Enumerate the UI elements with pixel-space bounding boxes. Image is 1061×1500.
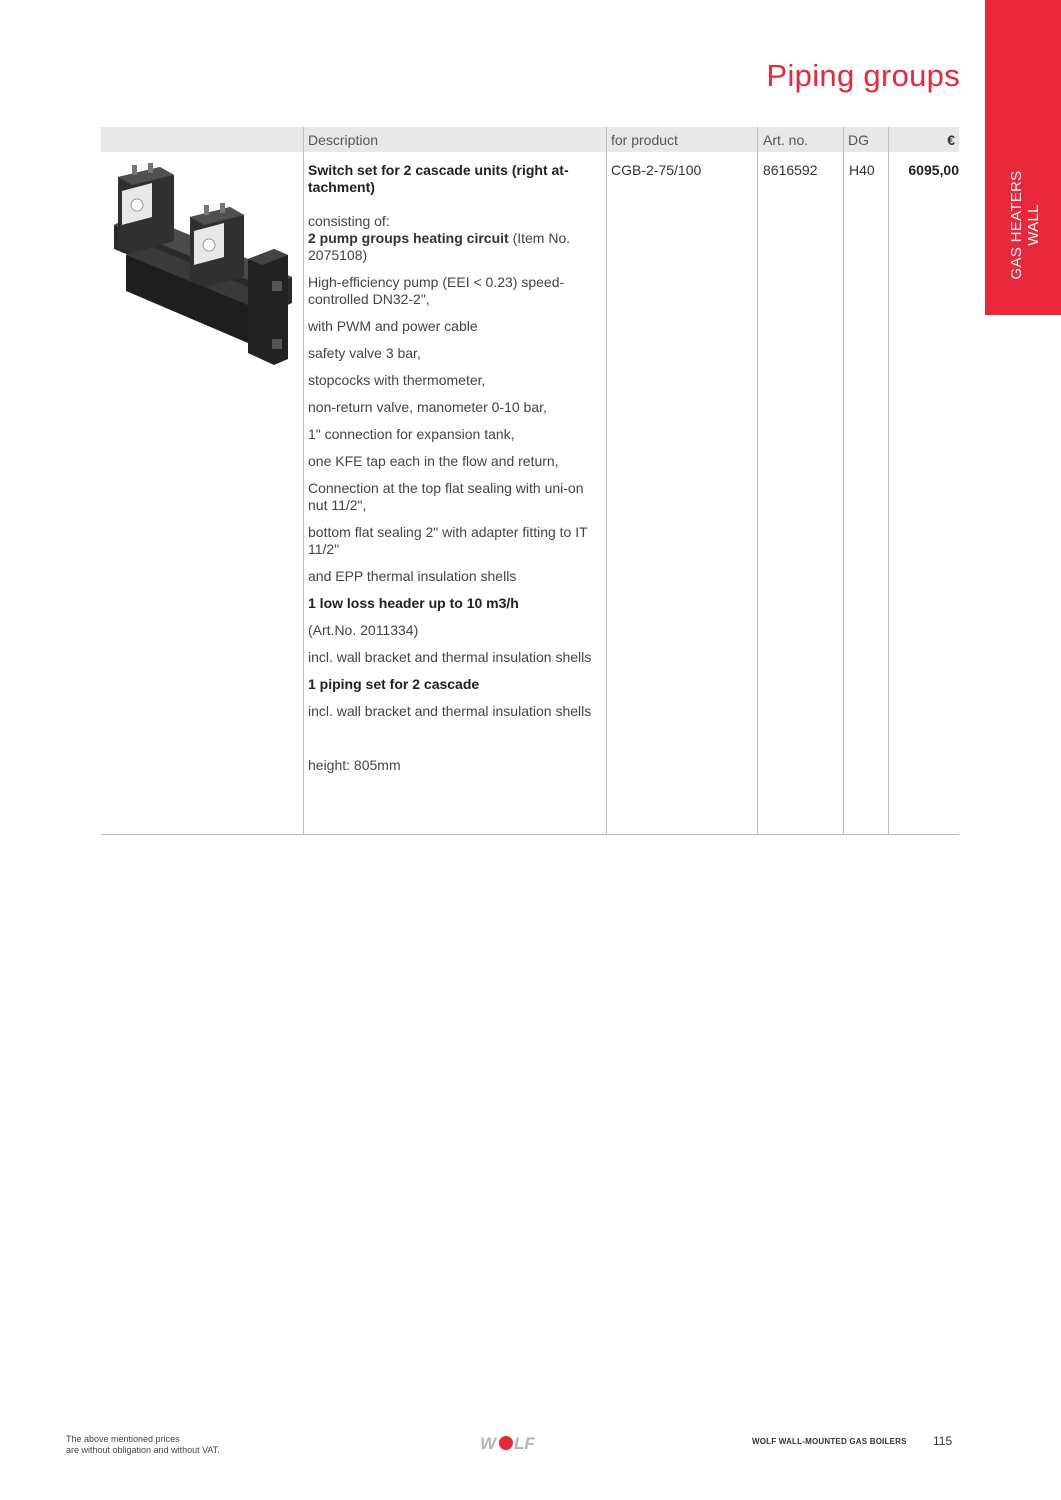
page-title: Piping groups [766, 58, 960, 93]
dg-cell: H40 [849, 162, 875, 178]
page-number: 115 [933, 1434, 953, 1448]
description-pump [308, 230, 602, 264]
product-cell: CGB-2-75/100 [611, 162, 702, 178]
column-divider [843, 127, 844, 835]
column-divider [888, 127, 889, 835]
footer-note-line1: The above mentioned prices [66, 1434, 180, 1444]
footer-note-line2: are without obligation and without VAT. [66, 1445, 220, 1455]
piping-bold: 1 piping set for 2 cascade [308, 676, 480, 692]
description-line: Connection at the top flat sealing with uni-on nut 11/2", [308, 480, 584, 513]
column-divider [303, 127, 304, 835]
price-cell: 6095,00 [908, 162, 959, 178]
header-product: for product [611, 132, 678, 148]
column-divider [757, 127, 758, 835]
side-tab-line1: GAS HEATERS [1008, 170, 1025, 280]
switch-set-image [108, 163, 296, 368]
svg-text:LF: LF [514, 1434, 535, 1453]
side-tab-line2: WALL [1025, 204, 1042, 246]
description-cell [308, 162, 602, 774]
description-title: Switch set for 2 cascade units (right at-tachment) [308, 162, 569, 195]
header-art-no: Art. no. [763, 132, 809, 148]
description-line: one KFE tap each in the flow and return, [308, 453, 559, 469]
wolf-logo [480, 1433, 542, 1453]
description-line: stopcocks with thermometer, [308, 372, 486, 388]
header-bold: 1 low loss header up to 10 m3/h [308, 595, 519, 611]
description-line: 1" connection for expansion tank, [308, 426, 515, 442]
footer-note [66, 1434, 220, 1456]
description-line: safety valve 3 bar, [308, 345, 421, 361]
column-divider [606, 127, 607, 835]
header-price: € [947, 132, 955, 148]
header-dg: DG [848, 132, 869, 148]
description-line: bottom flat sealing 2" with adapter fitting to IT 11/2" [308, 524, 588, 557]
description-line: non-return valve, manometer 0-10 bar, [308, 399, 547, 415]
header-incl: incl. wall bracket and thermal insulation shells [308, 649, 592, 665]
footer-brand: WOLF WALL-MOUNTED GAS BOILERS [752, 1437, 907, 1446]
pump-item: (Item No. 2075108) [308, 230, 571, 263]
header-art: (Art.No. 2011334) [308, 622, 419, 638]
piping-incl: incl. wall bracket and thermal insulation shells [308, 703, 592, 719]
art-no-cell: 8616592 [763, 162, 818, 178]
description-line: with PWM and power cable [308, 318, 478, 334]
svg-text:W: W [480, 1434, 497, 1453]
side-tab-label [1000, 165, 1050, 285]
pump-bold: 2 pump groups heating circuit [308, 230, 509, 246]
table-bottom-rule [101, 834, 959, 835]
header-description: Description [308, 132, 379, 148]
description-line: High-efficiency pump (EEI < 0.23) speed-controlled DN32-2", [308, 274, 565, 307]
description-consisting: consisting of: [308, 213, 390, 229]
table-header [101, 127, 959, 152]
description-line: and EPP thermal insulation shells [308, 568, 517, 584]
height: height: 805mm [308, 757, 401, 773]
